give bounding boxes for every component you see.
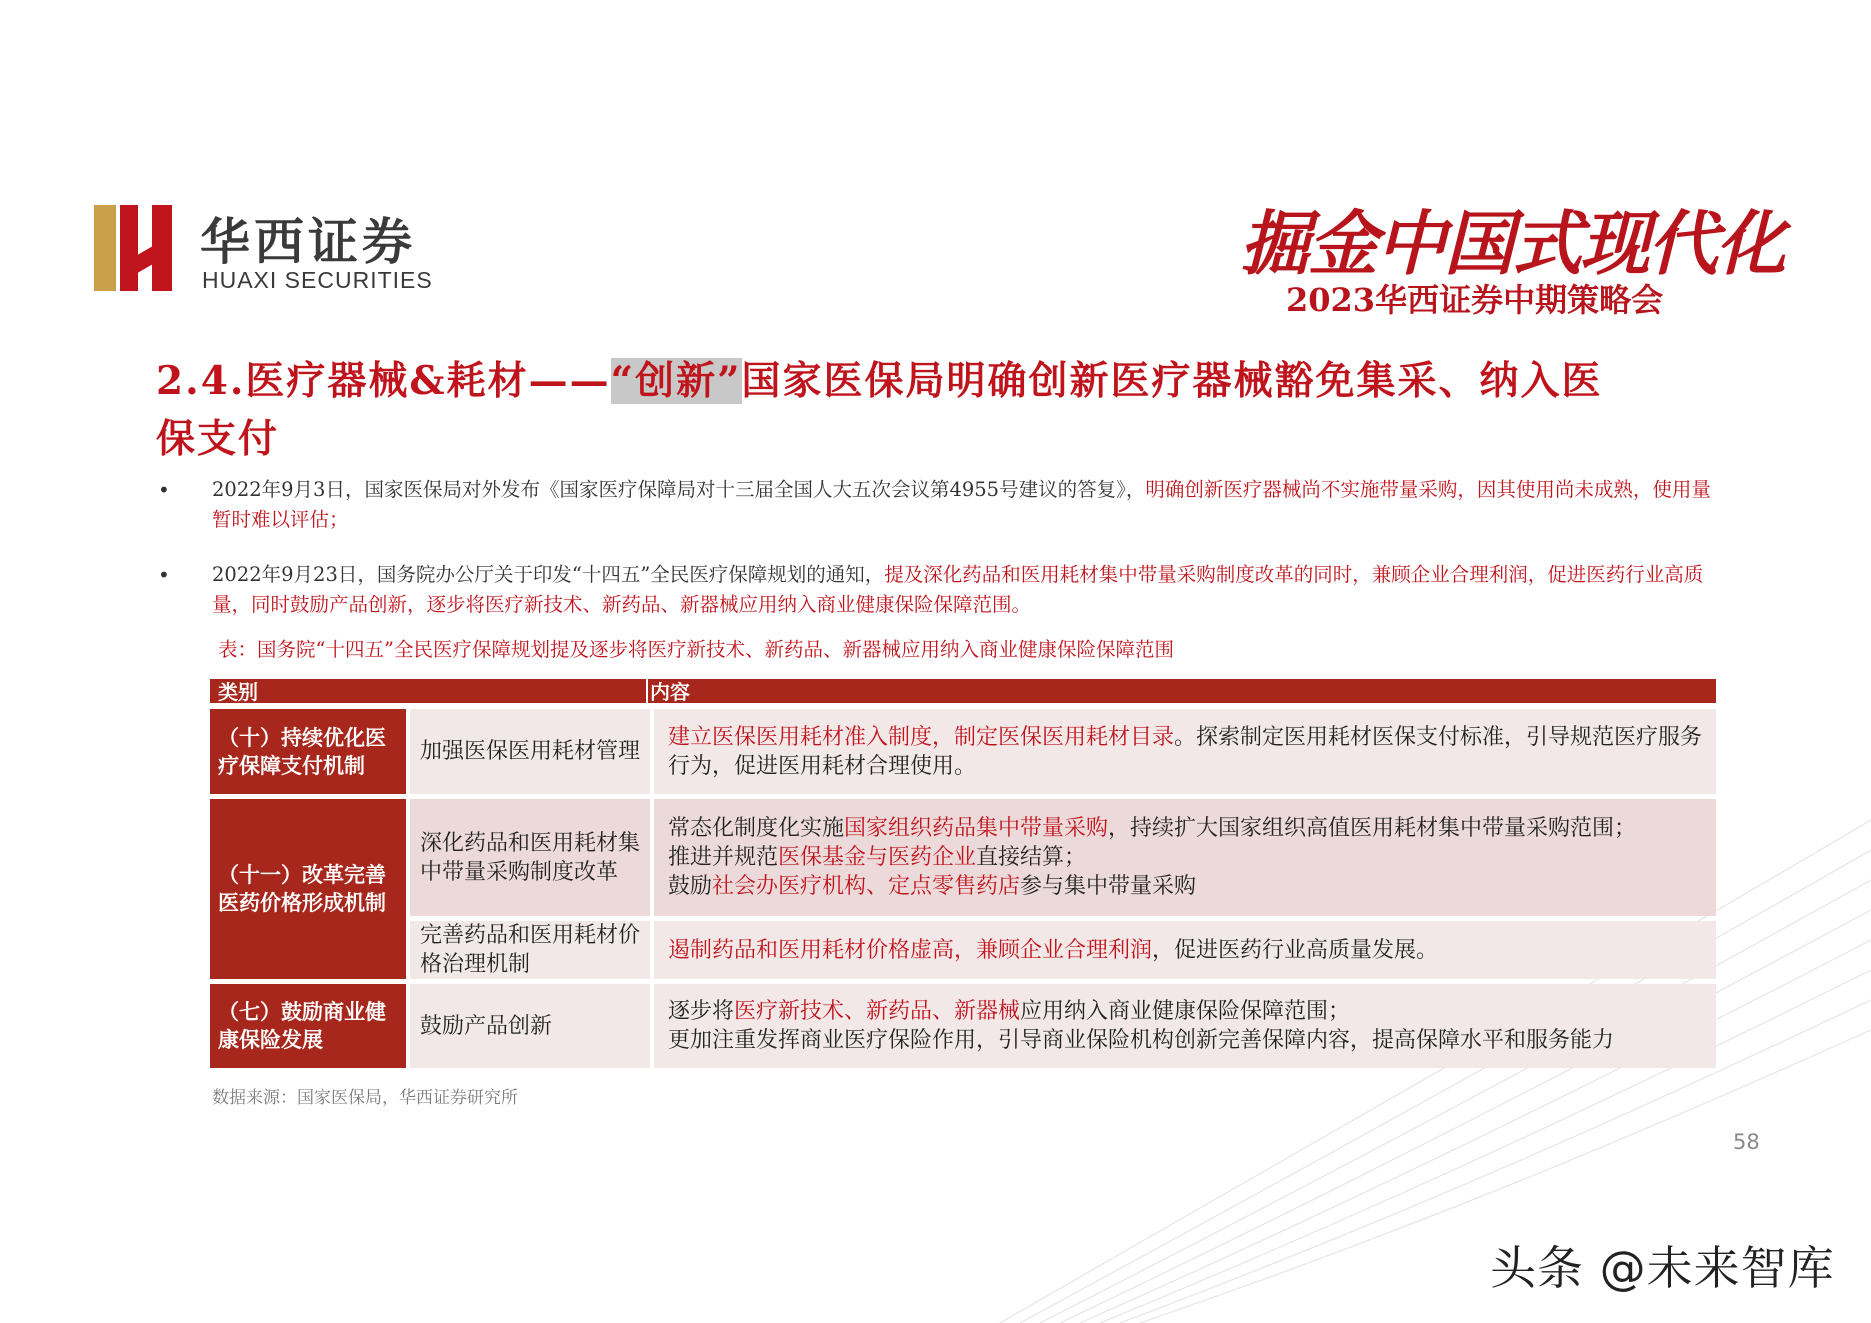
bullet-1-text: 2022年9月3日，国家医保局对外发布《国家医疗保障局对十三届全国人大五次会议第4955号建议的答复》， [212,478,1146,501]
content-emphasis: 遏制药品和医用耗材价格虚高，兼顾企业合理利润 [668,937,1153,963]
content-cell [654,709,1716,794]
content-line [668,872,1636,901]
subcategory-cell: 加强医保医用耗材管理 [410,709,650,794]
bullet-2-emphasis: 提及深化药品和医用耗材集中带量采购制度改革的同时，兼顾企业合理利润，促进医药行业高质量，同时鼓励产品创新，逐步将医疗新技术、新药品、新器械应用纳入商业健康保险保障范围。 [212,563,1704,616]
content-line [668,997,1614,1026]
bullet-dot-icon: • [158,478,170,502]
event-subtitle: 2023华西证券中期策略会 [1286,281,1664,319]
content-text: 推进并规范 [668,845,779,870]
brand-name-cn: 华西证券 [200,212,416,271]
subcategory-cell: 完善药品和医用耗材价格治理机制 [410,921,650,979]
content-text: 逐步将 [668,999,735,1024]
page-number: 58 [1733,1130,1760,1154]
bullet-dot-icon: • [158,563,170,587]
content-line [668,814,1636,843]
data-source: 数据来源：国家医保局，华西证券研究所 [212,1088,518,1108]
content-line [668,843,1636,872]
watermark: 头条 @未来智库 [1490,1241,1835,1295]
bullet-paragraph-1 [212,475,1712,535]
huaxi-logo-icon [94,205,174,291]
content-text: 应用纳入商业健康保险保障范围； [1020,999,1351,1024]
content-text: 常态化制度化实施 [668,816,845,841]
content-text: 鼓励 [668,874,713,899]
content-emphasis: 医疗新技术、新药品、新器械 [734,999,1021,1024]
category-cell: （十一）改革完善医药价格形成机制 [210,799,406,979]
content-text: 。探索制定医用耗材医保支付标准，引导规范医疗服务行为，促进医用耗材合理使用。 [668,724,1703,779]
bullet-2-text: 2022年9月23日，国务院办公厅关于印发“十四五”全民医疗保障规划的通知， [212,563,885,586]
category-cell: （十）持续优化医疗保障支付机制 [210,709,406,794]
content-emphasis: 社会办医疗机构、定点零售药店 [712,874,1021,899]
category-cell: （七）鼓励商业健康保险发展 [210,984,406,1068]
header-content: 内容 [650,680,690,704]
title-prefix: 2.4.医疗器械&耗材—— [156,358,611,404]
content-emphasis: 国家组织药品集中带量采购 [844,816,1109,841]
table-caption: 表：国务院“十四五”全民医疗保障规划提及逐步将医疗新技术、新药品、新器械应用纳入商业健康保险保障范围 [218,638,1174,661]
subcategory-cell: 鼓励产品创新 [410,984,650,1068]
header-category: 类别 [218,680,258,704]
content-cell [654,921,1716,979]
subcategory-cell: 深化药品和医用耗材集中带量采购制度改革 [410,799,650,916]
content-text: ，持续扩大国家组织高值医用耗材集中带量采购范围； [1108,816,1637,841]
page-title [156,352,1616,468]
content-line: 更加注重发挥商业医疗保险作用，引导商业保险机构创新完善保障内容，提高保障水平和服务能力 [668,1028,1615,1053]
content-emphasis: 建立医保医用耗材准入制度，制定医保医用耗材目录 [668,724,1175,750]
content-text: ，促进医药行业高质量发展。 [1152,937,1439,963]
title-highlight: “创新” [610,358,742,404]
title-suffix: 国家医保局明确创新医疗器械豁免集采、纳入医保支付 [156,358,1603,462]
bullet-paragraph-2 [212,560,1712,620]
content-cell [654,799,1716,916]
table-header [210,679,1716,703]
content-cell [654,984,1716,1068]
bullet-1-emphasis: 明确创新医疗器械尚不实施带量采购，因其使用尚未成熟，使用量暂时难以评估； [212,478,1711,531]
event-slogan: 掘金中国式现代化 [1240,202,1784,285]
content-text: 直接结算； [976,845,1087,870]
brand-name-en: HUAXI SECURITIES [202,267,433,293]
content-text: 参与集中带量采购 [1020,874,1197,899]
content-emphasis: 医保基金与医药企业 [778,845,977,870]
